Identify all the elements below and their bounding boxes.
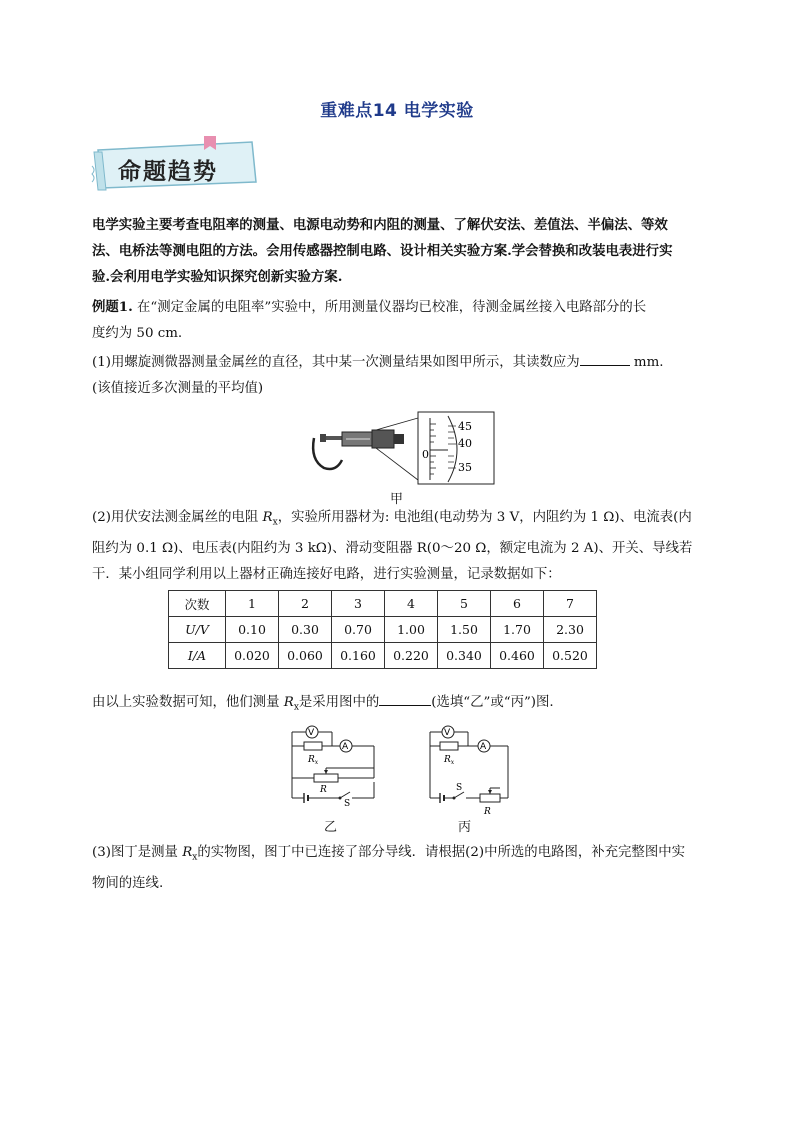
question-3 <box>92 840 706 897</box>
scale-label: 0 <box>422 448 429 461</box>
table-cell: 5 <box>438 591 491 617</box>
table-cell: 0.160 <box>332 643 385 669</box>
table-cell: 0.340 <box>438 643 491 669</box>
table-cell: 0.30 <box>279 617 332 643</box>
circuit-bing <box>424 724 520 817</box>
example-line: 度约为 50 cm. <box>92 326 183 341</box>
q3-text: 的实物图，图丁中已连接了部分导线．请根据(2)中所选的电路图，补充完整图中实 <box>197 845 685 860</box>
question-2 <box>92 505 706 588</box>
table-cell: 7 <box>544 591 597 617</box>
table-cell: 1.70 <box>491 617 544 643</box>
banner-label: 命题趋势 <box>118 159 218 185</box>
scale-label: 35 <box>458 461 472 474</box>
answer-blank-1[interactable] <box>580 353 630 366</box>
q1-unit: mm. <box>629 355 664 370</box>
table-cell: 次数 <box>169 591 226 617</box>
rx-label: $R_x$ <box>308 755 319 766</box>
ammeter-label: A <box>342 742 349 752</box>
q1-note: (该值接近多次测量的平均值) <box>92 381 264 396</box>
intro-line: 验.会利用电学实验知识探究创新实验方案. <box>92 269 343 285</box>
switch-label: S <box>456 783 463 793</box>
intro-line: 电学实验主要考查电阻率的测量、电源电动势和内阻的测量、了解伏安法、差值法、半偏法、等效 <box>92 217 668 233</box>
micrometer-figure <box>306 410 496 486</box>
table-cell: 0.220 <box>385 643 438 669</box>
example-line: 在“测定金属的电阻率”实验中，所用测量仪器均已校准，待测金属丝接入电路部分的长 <box>137 300 647 315</box>
table-row <box>169 617 597 643</box>
intro-line: 法、电桥法等测电阻的方法。会用传感器控制电路、设计相关实验方案.学会替换和改装电表进行实 <box>92 243 673 259</box>
table-cell: 1.00 <box>385 617 438 643</box>
question-2b <box>92 690 706 721</box>
table-cell: 0.060 <box>279 643 332 669</box>
scale-label: 45 <box>458 420 472 433</box>
table-row <box>169 643 597 669</box>
table-cell: 2.30 <box>544 617 597 643</box>
table-cell: 0.020 <box>226 643 279 669</box>
figure-caption-yi: 乙 <box>324 820 338 835</box>
q2-text: ，实验所用器材为: 电池组(电动势为 3 V，内阻约为 1 Ω)、电流表(内 <box>277 510 692 525</box>
q1-text: (1)用螺旋测微器测量金属丝的直径，其中某一次测量结果如图甲所示，其读数应为 <box>92 355 580 370</box>
table-cell: U/V <box>169 617 226 643</box>
rx-subscript: x <box>272 517 278 528</box>
figure-caption-jia: 甲 <box>390 492 404 507</box>
answer-blank-2[interactable] <box>379 693 431 706</box>
table-cell: 0.460 <box>491 643 544 669</box>
table-cell: 0.70 <box>332 617 385 643</box>
switch-label: S <box>344 799 351 809</box>
rx-subscript: x <box>293 702 299 713</box>
data-table <box>168 590 597 669</box>
table-cell: 3 <box>332 591 385 617</box>
q2b-text: 是采用图中的 <box>298 695 380 710</box>
q3-text: (3)图丁是测量 <box>92 845 183 860</box>
rx-symbol: R <box>283 695 294 710</box>
example-label: 例题1. <box>92 299 133 315</box>
table-cell: I/A <box>169 643 226 669</box>
rheostat-label: R <box>484 807 491 817</box>
q2b-text: 由以上实验数据可知，他们测量 <box>92 695 284 710</box>
q2-text: (2)用伏安法测金属丝的电阻 <box>92 510 263 525</box>
table-cell: 4 <box>385 591 438 617</box>
figure-caption-bing: 丙 <box>458 820 472 835</box>
table-cell: 0.10 <box>226 617 279 643</box>
rx-symbol: R <box>182 845 193 860</box>
page-title: 重难点14 电学实验 <box>320 101 474 121</box>
rheostat-label: R <box>320 785 327 795</box>
rx-symbol: R <box>262 510 273 525</box>
table-cell: 2 <box>279 591 332 617</box>
q3-text: 物间的连线. <box>92 875 164 891</box>
q2-text: 阻约为 0.1 Ω)、电压表(内阻约为 3 kΩ)、滑动变阻器 R(0～20 Ω，额定电流为 2 A)、开关、导线若 <box>92 540 693 556</box>
example-paragraph <box>92 294 706 347</box>
scale-label: 40 <box>458 437 472 450</box>
table-cell: 0.520 <box>544 643 597 669</box>
intro-paragraph <box>92 212 706 290</box>
table-cell: 1 <box>226 591 279 617</box>
voltmeter-label: V <box>444 728 451 738</box>
q2-text: 干．某小组同学利用以上器材正确连接好电路，进行实验测量，记录数据如下： <box>92 566 561 582</box>
table-row <box>169 591 597 617</box>
voltmeter-label: V <box>308 728 315 738</box>
rx-subscript: x <box>192 852 198 863</box>
table-cell: 6 <box>491 591 544 617</box>
circuit-yi <box>286 724 380 809</box>
rx-label: $R_x$ <box>444 755 455 766</box>
ammeter-label: A <box>480 742 487 752</box>
table-cell: 1.50 <box>438 617 491 643</box>
question-1 <box>92 350 706 402</box>
q2b-text: (选填“乙”或“丙”)图. <box>431 695 554 710</box>
